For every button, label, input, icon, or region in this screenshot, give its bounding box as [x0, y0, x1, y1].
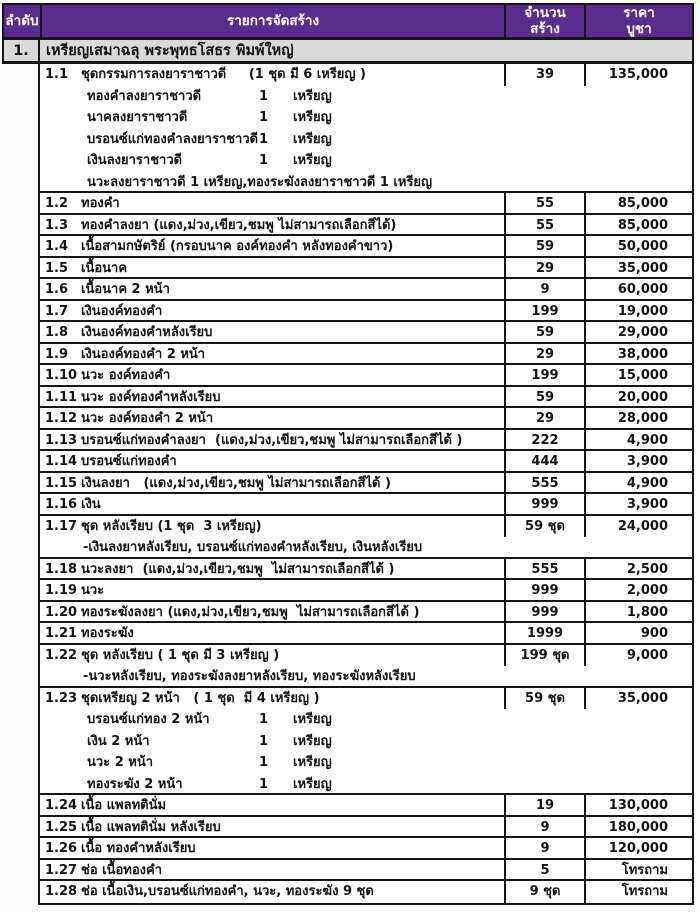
row-number: 1.22: [45, 647, 78, 663]
row-price: 130,000: [584, 795, 692, 817]
table-row: [40, 795, 692, 817]
subline-unit: เหรียญ: [293, 88, 332, 104]
row-title: เนื้อนาค: [81, 260, 128, 276]
row-qty: 222: [504, 430, 584, 452]
table-row: [40, 322, 692, 344]
row-number: 1.21: [45, 626, 78, 641]
row-title-line: [45, 516, 504, 538]
subline-name: นวะ 2 หน้า: [87, 755, 154, 770]
row-item-cell: [40, 193, 504, 213]
row-qty: 999: [504, 602, 584, 624]
row-title-line: [45, 473, 504, 495]
row-subline: [45, 709, 504, 731]
row-number: 1.14: [45, 454, 78, 469]
row-note: -เงินลงยาหลังเรียบ, บรอนซ์แก่ทองคำหลังเรียบ, เงินหลังเรียบ: [83, 540, 423, 555]
row-number: 1.11: [45, 389, 78, 405]
subline-name: นาคลงยาราชาวดี: [87, 110, 188, 125]
subline-unit: เหรียญ: [293, 776, 332, 792]
row-title-line: [45, 494, 504, 516]
row-title: บรอนซ์แก่ทองคำ: [81, 454, 177, 469]
table-row: [40, 193, 692, 215]
row-title-line: [45, 408, 504, 430]
row-qty: 39: [504, 64, 584, 86]
row-subline: [45, 107, 504, 129]
table-row: [40, 365, 692, 387]
table-row: [40, 301, 692, 323]
row-qty: 59: [504, 322, 584, 344]
row-qty: 444: [504, 451, 584, 473]
row-qty: 59: [504, 236, 584, 258]
header-col-item-label: รายการจัดสร้าง: [226, 13, 320, 29]
row-qty: 199: [504, 365, 584, 387]
row-subline: [45, 752, 504, 774]
table-row: [40, 688, 692, 796]
table-row: [40, 645, 692, 688]
row-item-cell: [40, 795, 504, 815]
row-title-line: [45, 881, 504, 903]
row-number: 1.26: [45, 841, 78, 856]
row-item-cell: [40, 451, 504, 471]
row-title: ชุด หลังเรียบ ( 1 ชุด มี 3 เหรียญ ): [81, 647, 280, 663]
subline-unit: เหรียญ: [293, 733, 332, 749]
table-row: [40, 623, 692, 645]
row-title-line: [45, 365, 504, 387]
row-item-cell: [40, 365, 504, 385]
subline-name: บรอนซ์แก่ทอง 2 หน้า: [87, 712, 210, 727]
row-price: 900: [584, 623, 692, 645]
row-price: 135,000: [584, 64, 692, 86]
header-col-price: [584, 5, 692, 37]
subline-count: 1: [259, 776, 269, 792]
row-title-line: [45, 279, 504, 301]
row-price: 38,000: [584, 344, 692, 366]
header-col-item: [40, 5, 504, 37]
row-item-cell: [40, 387, 504, 407]
row-title-line: [45, 193, 504, 215]
row-item-cell: [40, 881, 504, 903]
row-title: ทองคำลงยา (แดง,ม่วง,เขียว,ชมพู ไม่สามารถเลือกสีได้): [81, 217, 397, 233]
row-item-cell: [40, 215, 504, 235]
table-row: [40, 602, 692, 624]
table-row: [40, 559, 692, 581]
row-number: 1.25: [45, 819, 78, 835]
row-number: 1.16: [45, 497, 78, 512]
row-title-line: [45, 430, 504, 452]
header-col-no: [4, 5, 40, 37]
subline-name: เงินลงยาราชาวดี: [87, 153, 183, 168]
subline-count: 1: [259, 755, 269, 770]
table-row: [40, 838, 692, 860]
row-qty: 55: [504, 193, 584, 215]
table-row: [40, 215, 692, 237]
row-title-line: [45, 451, 504, 473]
row-title: เนื้อ ทองคำหลังเรียบ: [81, 841, 196, 856]
table-row: [40, 516, 692, 559]
row-number: 1.2: [45, 196, 69, 211]
header-col-qty-line2: สร้าง: [530, 21, 560, 37]
row-item-cell: [40, 236, 504, 256]
row-price: 50,000: [584, 236, 692, 258]
row-number: 1.27: [45, 862, 78, 878]
subline-name: เงิน 2 หน้า: [87, 733, 150, 749]
table-row: [40, 494, 692, 516]
subline-name: ทองคำลงยาราชาวดี: [87, 88, 202, 104]
row-qty: 29: [504, 408, 584, 430]
row-price: โทรถาม: [584, 881, 692, 903]
header-col-qty-line1: จำนวน: [524, 5, 566, 21]
row-price: 1,800: [584, 602, 692, 624]
row-item-cell: [40, 279, 504, 299]
row-price: 35,000: [584, 258, 692, 280]
row-title: นวะ: [81, 583, 105, 598]
row-price: 60,000: [584, 279, 692, 301]
row-note: -นวะหลังเรียบ, ทองระฆังลงยาหลังเรียบ, ทองระฆังหลังเรียบ: [83, 669, 416, 684]
row-title: เงินองค์ทองคำ: [81, 303, 163, 319]
subline-name: บรอนซ์แก่ทองคำลงยาราชาวดี: [87, 131, 259, 147]
row-price: 85,000: [584, 215, 692, 237]
row-title-line: [45, 860, 504, 882]
row-qty: 19: [504, 795, 584, 817]
table-row: [40, 580, 692, 602]
row-item-cell: [40, 301, 504, 321]
row-item-cell: [40, 860, 504, 880]
row-qty: 1999: [504, 623, 584, 645]
subline-unit: เหรียญ: [293, 755, 332, 770]
table-row: [40, 451, 692, 473]
row-qty: 29: [504, 258, 584, 280]
subline-count: 1: [259, 131, 269, 147]
row-qty: 9: [504, 279, 584, 301]
row-title-line: [45, 559, 504, 581]
row-price: 2,000: [584, 580, 692, 602]
row-title: เนื้อนาค 2 หน้า: [81, 282, 170, 297]
row-item-cell: [40, 258, 504, 278]
row-number: 1.6: [45, 282, 69, 297]
row-price: 3,900: [584, 451, 692, 473]
row-price: 28,000: [584, 408, 692, 430]
row-item-cell: [40, 344, 504, 364]
row-item-cell: [40, 64, 504, 191]
row-title: นวะ องค์ทองคำ 2 หน้า: [81, 411, 214, 426]
subline-count: 1: [259, 733, 269, 749]
subline-unit: เหรียญ: [293, 110, 332, 125]
row-subline: [45, 774, 504, 796]
header-col-price-line2: บูชา: [626, 21, 652, 37]
row-qty: 555: [504, 559, 584, 581]
subline-unit: เหรียญ: [293, 153, 332, 168]
row-price: 29,000: [584, 322, 692, 344]
row-title-line: [45, 236, 504, 258]
row-qty: 29: [504, 344, 584, 366]
table-row: [40, 817, 692, 839]
row-qty: 59 ชุด: [504, 688, 584, 710]
row-title: เนื้อ แพลทตินั่ม หลังเรียบ: [81, 819, 221, 835]
row-price: 24,000: [584, 516, 692, 538]
row-title-line: [45, 322, 504, 344]
row-title: เงินลงยา (แดง,ม่วง,เขียว,ชมพู ไม่สามารถเลือกสีได้ ): [81, 475, 391, 491]
row-price: 4,900: [584, 430, 692, 452]
row-qty: 555: [504, 473, 584, 495]
header-col-no-label: ลำดับ: [5, 13, 39, 29]
subline-count: 1: [259, 153, 269, 168]
row-item-cell: [40, 817, 504, 837]
row-number: 1.8: [45, 325, 69, 340]
row-item-cell: [40, 494, 504, 514]
subline-unit: เหรียญ: [293, 712, 332, 727]
row-title-line: [45, 817, 504, 839]
section-title: เหรียญเสมาฉลุ พระพุทธโสธร พิมพ์ใหญ่: [46, 43, 294, 59]
row-price: 15,000: [584, 365, 692, 387]
row-price: 35,000: [584, 688, 692, 710]
row-title-line: [45, 795, 504, 817]
row-price: 120,000: [584, 838, 692, 860]
row-price: 20,000: [584, 387, 692, 409]
row-title-line: [45, 688, 504, 710]
row-price: 4,900: [584, 473, 692, 495]
row-item-cell: [40, 473, 504, 493]
row-number: 1.10: [45, 368, 78, 383]
row-title: เนื้อ แพลทตินั่ม: [81, 798, 167, 813]
row-title: ชุดเหรียญ 2 หน้า ( 1 ชุด มี 4 เหรียญ ): [81, 690, 320, 706]
row-title: เงิน: [81, 497, 101, 512]
table-row: [40, 408, 692, 430]
row-title-line: [45, 838, 504, 860]
row-item-cell: [40, 516, 504, 557]
row-item-cell: [40, 688, 504, 794]
row-title: ช่อ เนื้อเงิน,บรอนซ์แก่ทองคำ, นวะ, ทองระฆัง 9 ชุด: [81, 884, 374, 899]
row-qty: 59 ชุด: [504, 516, 584, 538]
row-qty: 59: [504, 387, 584, 409]
row-price: 180,000: [584, 817, 692, 839]
table-row: [40, 473, 692, 495]
row-title: เนื้อสามกษัตริย์ (กรอบนาค องค์ทองคำ หลังทองคำขาว): [81, 239, 394, 254]
row-price: 85,000: [584, 193, 692, 215]
row-qty: 199: [504, 301, 584, 323]
row-qty: 999: [504, 580, 584, 602]
table-row: [40, 279, 692, 301]
table-row: [40, 430, 692, 452]
row-item-cell: [40, 838, 504, 858]
row-number: 1.7: [45, 303, 69, 319]
row-title: ทองระฆัง: [81, 626, 134, 641]
row-subline: [45, 129, 504, 151]
row-number: 1.23: [45, 690, 78, 706]
row-title: นวะ องค์ทองคำหลังเรียบ: [81, 389, 221, 405]
row-number: 1.18: [45, 561, 78, 577]
subline-count: 1: [259, 712, 269, 727]
row-number: 1.3: [45, 217, 69, 233]
table-row: [40, 64, 692, 193]
row-qty: 5: [504, 860, 584, 882]
table-row: [40, 860, 692, 882]
subline-unit: เหรียญ: [293, 131, 332, 147]
row-title: ทองระฆังลงยา (แดง,ม่วง,เขียว,ชมพู ไม่สามารถเลือกสีได้ ): [81, 604, 420, 620]
row-title: เงินองค์ทองคำหลังเรียบ: [81, 325, 213, 340]
row-title: นวะ องค์ทองคำ: [81, 368, 171, 383]
row-price: 19,000: [584, 301, 692, 323]
row-price: 2,500: [584, 559, 692, 581]
row-title: ชุด หลังเรียบ (1 ชุด 3 เหรียญ): [81, 518, 262, 534]
subline-count: 1: [259, 110, 269, 125]
row-item-cell: [40, 430, 504, 450]
row-item-cell: [40, 645, 504, 686]
row-title-line: [45, 301, 504, 323]
row-number: 1.28: [45, 884, 78, 899]
row-number: 1.17: [45, 518, 78, 534]
row-item-cell: [40, 623, 504, 643]
row-title: นวะลงยา (แดง,ม่วง,เขียว,ชมพู ไม่สามารถเลือกสีได้ ): [81, 561, 395, 577]
row-number: 1.5: [45, 260, 69, 276]
row-qty: 999: [504, 494, 584, 516]
row-title-line: [45, 602, 504, 624]
row-subline: [45, 731, 504, 753]
table-row: [40, 236, 692, 258]
row-item-cell: [40, 580, 504, 600]
row-title: เงินองค์ทองคำ 2 หน้า: [81, 346, 206, 362]
table-body: [38, 64, 694, 905]
row-number: 1.15: [45, 475, 78, 491]
row-number: 1.12: [45, 411, 78, 426]
row-number: 1.9: [45, 346, 69, 362]
row-title: ทองคำ: [81, 196, 120, 211]
row-number: 1.20: [45, 604, 78, 620]
table-row: [40, 387, 692, 409]
row-number: 1.24: [45, 798, 78, 813]
row-number: 1.4: [45, 239, 69, 254]
section-number: 1.: [4, 40, 40, 61]
row-qty: 9 ชุด: [504, 881, 584, 903]
row-number: 1.13: [45, 432, 78, 448]
table-row: [40, 258, 692, 280]
row-item-cell: [40, 602, 504, 622]
row-subline: [45, 150, 504, 172]
row-price: โทรถาม: [584, 860, 692, 882]
table-header: [2, 3, 694, 40]
row-subline: นวะลงยาราชาวดี 1 เหรียญ,ทองระฆังลงยาราชาวดี 1 เหรียญ: [87, 174, 433, 190]
table-row: [40, 344, 692, 366]
table-row: [40, 881, 692, 903]
row-title: บรอนซ์แก่ทองคำลงยา (แดง,ม่วง,เขียว,ชมพู ไม่สามารถเลือกสีได้ ): [81, 432, 463, 448]
row-title-line: [45, 645, 504, 667]
row-qty: 199 ชุด: [504, 645, 584, 667]
row-qty: 9: [504, 817, 584, 839]
row-item-cell: [40, 559, 504, 579]
subline-name: ทองระฆัง 2 หน้า: [87, 776, 183, 792]
row-price: 9,000: [584, 645, 692, 667]
section-row: [2, 40, 694, 64]
row-title-line: [45, 215, 504, 237]
row-title-line: [45, 387, 504, 409]
row-title-line: [45, 580, 504, 602]
row-item-cell: [40, 322, 504, 342]
header-col-qty: [504, 5, 584, 37]
row-subline: [45, 86, 504, 108]
subline-count: 1: [259, 88, 269, 104]
row-title-line: [45, 64, 504, 86]
row-item-cell: [40, 408, 504, 428]
row-title: ชุดกรรมการลงยาราชาวดี (1 ชุด มี 6 เหรียญ ): [81, 67, 366, 82]
row-price: 3,900: [584, 494, 692, 516]
row-title-line: [45, 344, 504, 366]
row-title: ช่อ เนื้อทองคำ: [81, 862, 163, 878]
row-number: 1.19: [45, 583, 78, 598]
row-title-line: [45, 623, 504, 645]
row-title-line: [45, 258, 504, 280]
row-number: 1.1: [45, 67, 69, 82]
header-col-price-line1: ราคา: [623, 5, 655, 21]
row-qty: 9: [504, 838, 584, 860]
row-qty: 55: [504, 215, 584, 237]
